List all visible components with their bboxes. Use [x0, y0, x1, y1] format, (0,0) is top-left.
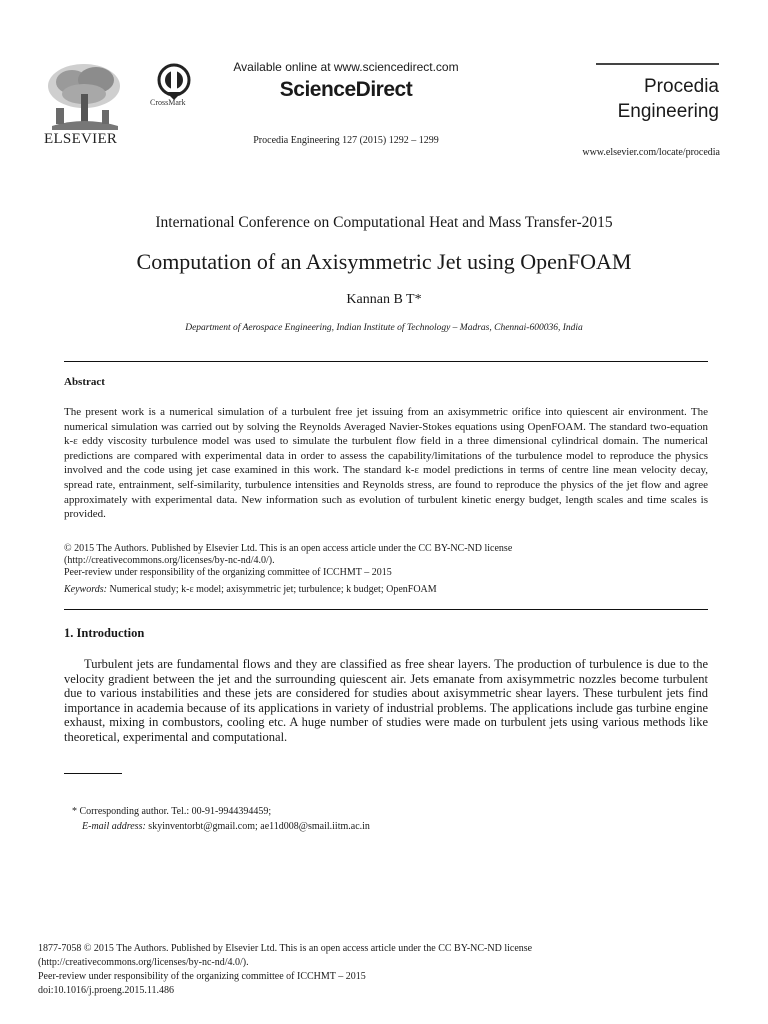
conference-name: International Conference on Computational Heat and Mass Transfer-2015 [155, 214, 613, 231]
copyright-line: © 2015 The Authors. Published by Elsevier Ltd. This is an open access article under the CC BY-NC-ND license [64, 543, 513, 554]
crossmark-label: CrossMark [150, 98, 186, 107]
keywords-line [64, 584, 708, 595]
email-addresses[interactable]: skyinventorbt@gmail.com; ae11d008@smail.iitm.ac.in [148, 821, 370, 832]
email-line [82, 821, 370, 832]
journal-url-link[interactable]: www.elsevier.com/locate/procedia [582, 147, 720, 158]
license-link[interactable]: (http://creativecommons.org/licenses/by-nc-nd/4.0/). [64, 555, 275, 567]
abstract-text: The present work is a numerical simulation of a turbulent free jet issuing from an axisymmetric orifice into quiescent air environment. The numerical simulation was carried out by solving the Reynolds Averaged Navier-Stokes equations using OpenFOAM. The standard two-equation k-ε eddy viscosity turbulence model was used to simulate the turbulent flow field in a three dimensional cylindrical domain. The numerical predictions are compared with experimental data in order to assess the capability/limitations of the turbulence model to reproduce the physics involved and the code using jet case examined in this work. The standard k-ε model predictions in terms of centre line mean velocity decay, spread rate, entrainment, self-similarity, turbulence intensities and Reynolds stress, are found to reproduce the physics of the jet flow and agree approximately with experimental data. New information such as evolution of turbulent kinetic energy budget, length scales and time scales is provided. [64, 406, 708, 521]
sciencedirect-logo[interactable]: ScienceDirect [279, 78, 413, 101]
divider [64, 609, 708, 610]
publisher-name: ELSEVIER [44, 131, 118, 147]
author-name: Kannan B T* [346, 292, 422, 307]
corresponding-author-note: * Corresponding author. Tel.: 00-91-9944394459; [72, 806, 272, 817]
keywords-list: Numerical study; k-ε model; axisymmetric jet; turbulence; k budget; OpenFOAM [109, 584, 437, 595]
introduction-text: Turbulent jets are fundamental flows and they are classified as free shear layers. The production of turbulence is due to the velocity gradient between the jet and the surrounding quiescent air. Jets emanate from axisymmetric nozzles become turbulent due to various instabilities and these jets are considered for studies about axisymmetric shear layers. These turbulent jets find importance in academia because of its applications in variety of industrial problems. The applications include gas turbine engine exhaust, mixing in combustors, cooling etc. A huge number of studies were made on turbulent jets using various methods like theoretical, experimental and computational. [64, 657, 708, 744]
email-label: E-mail address: [82, 821, 146, 832]
journal-reference: Procedia Engineering 127 (2015) 1292 – 1299 [253, 135, 439, 146]
abstract-heading: Abstract [64, 376, 105, 388]
bottom-peer-review: Peer-review under responsibility of the organizing committee of ICCHMT – 2015 [38, 971, 366, 982]
copyright-block [64, 543, 708, 580]
journal-title-rule [596, 63, 719, 65]
section-heading: 1. Introduction [64, 626, 145, 640]
keywords-label: Keywords: [64, 584, 107, 595]
journal-title-line-2: Engineering [617, 101, 719, 122]
article-title: Computation of an Axisymmetric Jet using OpenFOAM [136, 249, 632, 274]
doi-link[interactable]: doi:10.1016/j.proeng.2015.11.486 [38, 985, 175, 996]
bottom-license-link[interactable]: (http://creativecommons.org/licenses/by-nc-nd/4.0/). [38, 957, 249, 968]
divider [64, 361, 708, 362]
journal-title-line-1: Procedia [644, 76, 719, 97]
issn-copyright-line: 1877-7058 © 2015 The Authors. Published by Elsevier Ltd. This is an open access article under the CC BY-NC-ND license [38, 943, 533, 954]
available-online-text: Available online at www.sciencedirect.com [233, 60, 459, 74]
peer-review-note: Peer-review under responsibility of the organizing committee of ICCHMT – 2015 [64, 567, 392, 579]
bottom-publication-info [38, 942, 718, 998]
author-affiliation: Department of Aerospace Engineering, Indian Institute of Technology – Madras, Chennai-600036, India [185, 323, 583, 333]
footnote-rule [64, 773, 122, 774]
